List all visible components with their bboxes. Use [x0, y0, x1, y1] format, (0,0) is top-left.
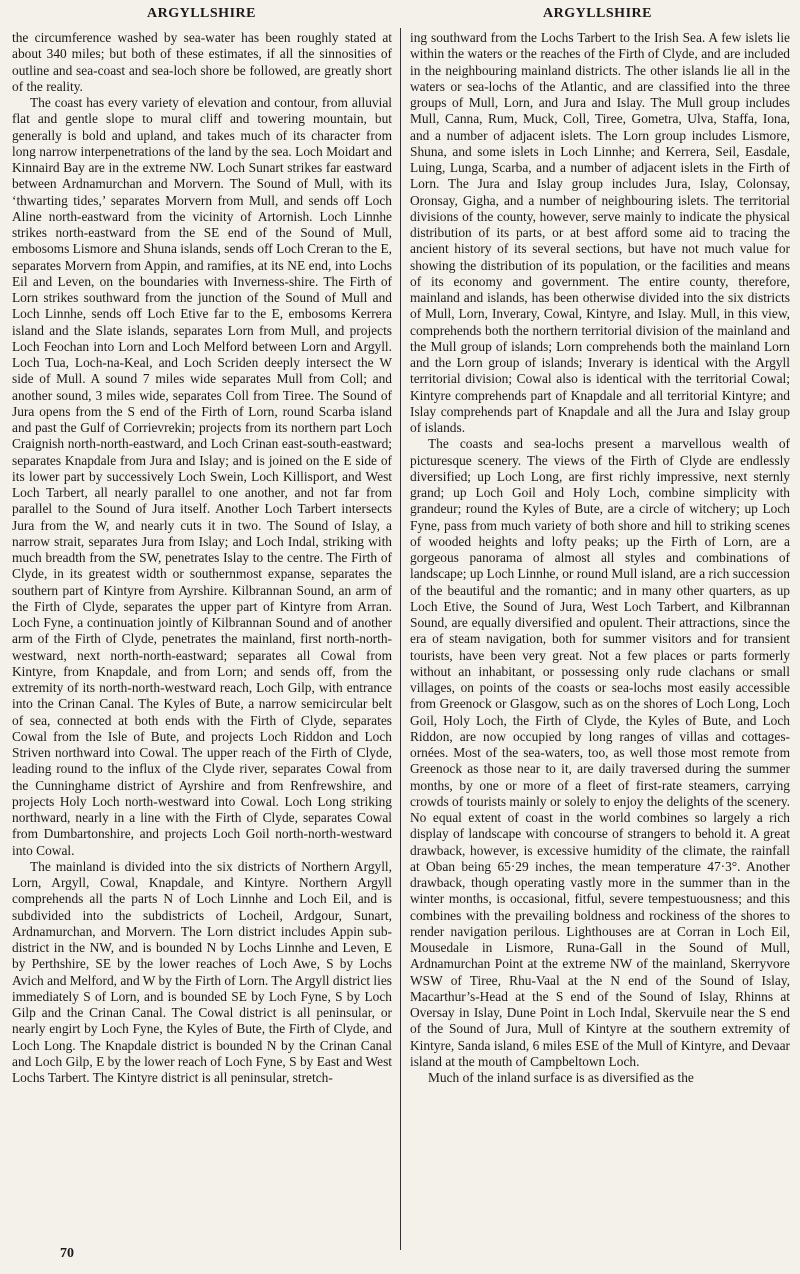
- paragraph: The coast has every variety of elevation and contour, from alluvial flat and gentle slope to mural cliff and towering mountain, but generally is bold and upland, and takes much of its character from long narrow interpenetrations of the land by the sea. Loch Moidart and Kinnaird Bay are in the extreme NW. Loch Sunart strikes far eastward between Ardnamurchan and Morvern. The Sound of Mull, with its ‘thwarting tides,’ separates Morvern from Mull, and sends off Loch Aline north-eastward from the vicinity of Artornish. Loch Linnhe strikes north-eastward from the SE end of the Sound of Mull, embosoms Lismore and Shuna islands, sends off Loch Creran to the E, separates Morvern from Appin, and ramifies, at its NE end, into Lochs Eil and Leven, on the boundaries with Inverness-shire. The Firth of Lorn strikes southward from the junction of the Sound of Mull and Loch Linnhe, sends off Loch Etive far to the E, embosoms Kerrera island and the Slate islands, separates Lorn from Mull, and projects Loch Feochan into Lorn and Loch Melford between Lorn and Argyll. Loch Tua, Loch-na-Keal, and Loch Scriden deeply intersect the W side of Mull. A sound 7 miles wide separates Mull from Coll; and another sound, 3 miles wide, separates Coll from Tiree. The Sound of Jura opens from the S end of the Firth of Lorn, round Scarba island and past the Gulf of Corrievrekin; projects from its northern part Loch Craignish north-north-eastward, and Loch Crinan east-south-eastward; separates Knapdale from Jura and Islay; and is joined on the E side of its lower part by successively Loch Swein, Loch Killisport, and West Loch Tarbert, all nearly parallel to one another, and not far from parallel to the Sound of Jura itself. Another Loch Tarbert intersects Jura from the W, and nearly cuts it in two. The Sound of Islay, a narrow strait, separates Jura from Islay; and Loch Indal, striking with much breadth from the SW, penetrates Islay to the centre. The Firth of Clyde, in its greatest width or southernmost expanse, separates the southern part of Kintyre from Ayrshire. Kilbrannan Sound, an arm of the Firth of Clyde, separates the upper part of Kintyre from Arran. Loch Fyne, a continuation jointly of Kilbrannan Sound and of another arm of the Firth of Clyde, penetrates the mainland, first north-north-westward, next north-north-eastward; separates all Cowal from Kintyre, from Knapdale, and from Lorn; and sends off, from the extremity of its north-north-westward reach, Loch Gilp, with entrance into the Crinan Canal. The Kyles of Bute, a narrow semicircular belt of sea, connected at both ends with the Firth of Clyde, separates Cowal from the Isle of Bute, and projects Loch Riddon and Loch Striven northward into Cowal. The upper reach of the Firth of Clyde, leading round to the influx of the Clyde river, separates Cowal from the Cunninghame district of Ayrshire and from Renfrewshire, and projects Holy Loch north-westward into Cowal. Loch Long striking northward, nearly in a line with the Firth of Clyde, separates Cowal from Dumbartonshire, and projects Loch Goil north-north-westward into Cowal.: [12, 95, 392, 858]
- paragraph: Much of the inland surface is as diversified as the: [428, 1070, 694, 1085]
- paragraph: The mainland is divided into the six districts of Northern Argyll, Lorn, Argyll, Cowal, Knapdale, and Kintyre. Northern Argyll comprehends all the parts N of Loch Linnhe and Loch Eil, and is subdivided into the subdistricts of Locheil, Ardgour, Sunart, Ardnamurchan, and Morvern. The Lorn district includes Appin sub-district in the NW, and is bounded N by Lochs Linnhe and Leven, E by Perthshire, SE by the lower reaches of Loch Awe, S by Lochs Avich and Melford, and W by the Firth of Lorn. The Argyll district lies immediately S of Lorn, and is bounded SE by Loch Fyne, S by Loch Gilp and the Crinan Canal. The Cowal district is all peninsular, or nearly engirt by Loch Fyne, the Kyles of Bute, the Firth of Clyde, and Loch Long. The Knapdale district is bounded N by the Crinan Canal and Loch Gilp, E by the lower reach of Loch Fyne, S by East and West Lochs Tarbert. The Kintyre district is all peninsular, stretch-: [12, 858, 392, 1085]
- column-divider: [400, 28, 401, 1250]
- running-head-right: ARGYLLSHIRE: [543, 6, 652, 21]
- right-column: [410, 30, 790, 1086]
- paragraph: the circumference washed by sea-water has been roughly stated at about 340 miles; but both of these estimates, if all the sinnosities of outline and sea-coast and sea-loch shore be followed, are greatly short of the reality.: [12, 30, 392, 94]
- paragraph: The coasts and sea-lochs present a marvellous wealth of picturesque scenery. The views of the Firth of Clyde are endlessly diversified; up Loch Long, are first richly impressive, next sternly grand; up Loch Goil and Holy Loch, combine simplicity with grandeur; round the Kyles of Bute, are a circle of witchery; up Loch Fyne, pass from much variety of both shore and hill to striking scenes of wooded heights and lofty peaks; up the Firth of Lorn, are a gorgeous panorama of almost all styles and combinations of landscape; up Loch Linnhe, or round Mull island, are a rich succession of the beautiful and the romantic; and in many other quarters, as up Loch Etive, the Sound of Jura, West Loch Tarbert, and Kilbrannan Sound, are equally diversified and opulent. Their attractions, since the era of steam navigation, both for summer visitors and for transient tourists, have been very great. Not a few places or parts formerly without an inhabitant, or possessing only rude clachans or small villages, on points of the coasts or sea-lochs most easily accessible from Greenock or Glasgow, such as on the shores of Loch Long, Loch Goil, Holy Loch, the Firth of Clyde, the Kyles of Bute, and Loch Riddon, are now occupied by long ranges of villas and cottages-ornées. Most of the sea-waters, too, as well those most remote from Greenock as those near to it, are daily traversed during the summer months, by one or more of a fleet of first-rate steamers, carrying crowds of tourists mainly or solely to enjoy the delights of the scenery. No equal extent of coast in the world combines so largely a rich display of landscape with concourse of strangers to behold it. A great drawback, however, is excessive humidity of the climate, the rainfall at Oban being 65·29 inches, the mean temperature 47·3°. Another drawback, though operating vastly more in the summer than in the winter months, is occasional, fitful, severe tempestuousness; and this combines with the prevailing boldness and rockiness of the shores to render navigation perilous. Lighthouses are at Corran in Loch Eil, Mousedale in Lismore, Runa-Gall in the Sound of Mull, Ardnamurchan Point at the extreme NW of the mainland, Skerryvore WSW of Tiree, Rhu-Vaal at the N end of the Sound of Islay, Macarthur’s-Head at the S end of the Sound of Islay, Rhinns at Oversay in Islay, Dune Point in Loch Indal, Skervuile near the S end of the Sound of Jura, Mull of Kintyre at the southern extremity of Kintyre, Sanda island, 6 miles ESE of the Mull of Kintyre, and Devaar island at the mouth of Campbeltown Loch.: [410, 436, 790, 1069]
- running-head-left: ARGYLLSHIRE: [147, 6, 256, 21]
- paragraph: ing southward from the Lochs Tarbert to the Irish Sea. A few islets lie within the waters or the reaches of the Firth of Clyde, and are included in the neighbouring mainland districts. The other islands lie all in the waters or sea-lochs of the Atlantic, and are classified into the three groups of Mull, Lorn, and Jura and Islay. The Mull group includes Mull, Canna, Rum, Muck, Coll, Tiree, Gometra, Ulva, Staffa, Iona, and a number of adjacent islets. The Lorn group includes Lismore, Shuna, and some islets in Loch Linnhe; and Kerrera, Seil, Easdale, Luing, Lunga, Scarba, and a number of adjacent islets in the Firth of Lorn. The Jura and Islay group includes Jura, Islay, Colonsay, Oronsay, Gigha, and a number of neighbouring islets. The territorial divisions of the county, however, serve mainly to indicate the physical distribution of its parts, or at best afford some aid to tracing the ancient history of its several sections, but have not much value for showing the distribution of its population, or the facilities and means of its economy and government. The entire county, therefore, mainland and islands, has been otherwise divided into the six districts of Mull, Lorn, Inverary, Cowal, Kintyre, and Islay. Mull, in this view, comprehends both the northern territorial division of the mainland and the Mull group of islands; Lorn comprehends both the mainland Lorn and the Lorn group of islands; Inverary is identical with the Argyll territorial division; Cowal also is identical with the territorial Cowal; Kintyre comprehends part of Knapdale and all territorial Kintyre; and Islay comprehends part of Knapdale and all the Jura and Islay group of islands.: [410, 30, 790, 435]
- left-column: [12, 30, 392, 1086]
- page-number: 70: [60, 1246, 74, 1261]
